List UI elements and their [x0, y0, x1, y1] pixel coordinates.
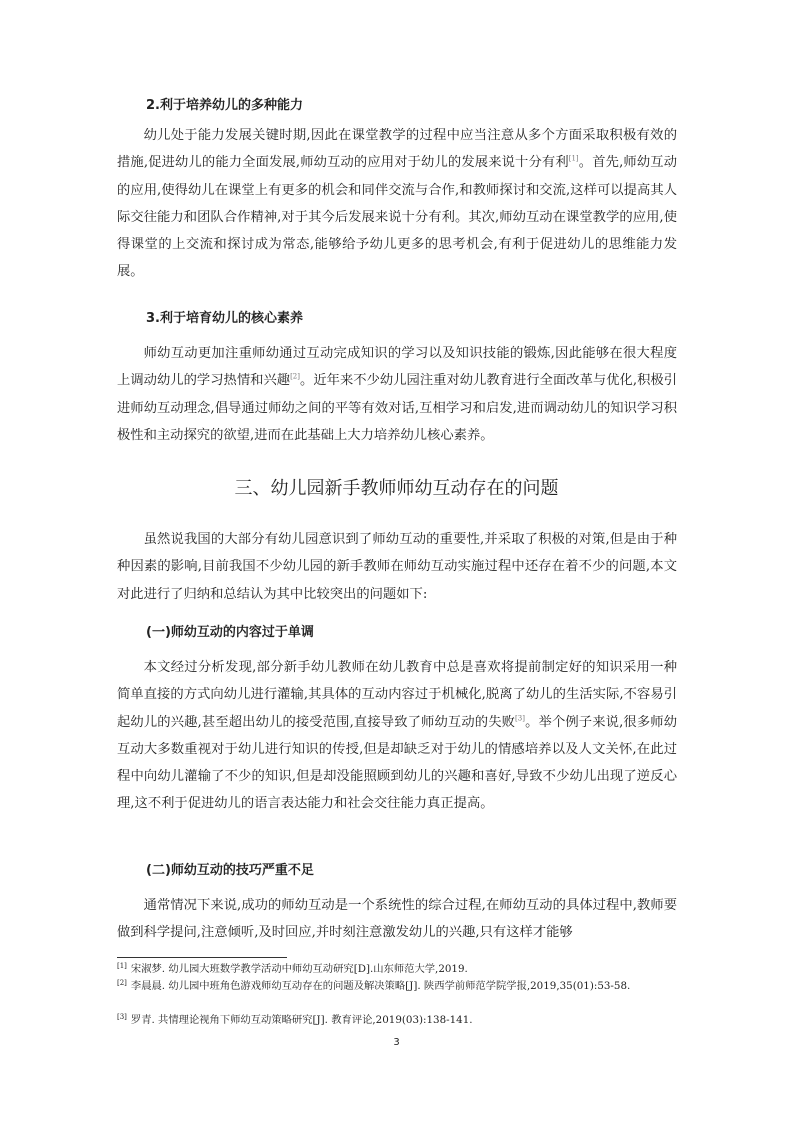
paragraph-text: 本文经过分析发现,部分新手幼儿教师在幼儿教育中总是喜欢将提前制定好的知识采用一种简单直接的方式向幼儿进行灌输,其具体的互动内容过于机械化,脱离了幼儿的生活实际,不容易引起幼儿的兴趣,甚至超出幼儿的接受范围,直接导致了师幼互动的失败 — [117, 660, 677, 730]
footnote-divider — [117, 957, 287, 958]
paragraph-text: 师幼互动更加注重师幼通过互动完成知识的学习以及知识技能的锻炼,因此能够在很大程度上调动幼儿的学习热情和兴趣 — [117, 346, 677, 389]
footnote-2 — [117, 978, 677, 994]
footnote-text: 宋淑梦. 幼儿园大班数学教学活动中师幼互动研究[D].山东师范大学,2019. — [130, 963, 468, 975]
paragraph-chapter-intro: 虽然说我国的大部分有幼儿园意识到了师幼互动的重要性,并采取了积极的对策,但是由于种种因素的影响,目前我国不少幼儿园的新手教师在师幼互动实施过程中还存在着不少的问题,本文对此进行了归纳和总结认为其中比较突出的问题如下: — [117, 532, 677, 602]
footnote-3 — [117, 1012, 677, 1028]
subsection-heading-2: (二)师幼互动的技巧严重不足 — [146, 863, 314, 878]
footnote-text: 罗青. 共情理论视角下师幼互动策略研究[J]. 教育评论,2019(03):138-141. — [130, 1014, 473, 1026]
footnote-ref-1[interactable]: [1] — [568, 154, 579, 163]
footnote-text: 李晨晨. 幼儿园中班角色游戏师幼互动存在的问题及解决策略[J]. 陕西学前师范学院学报,2019,35(01):53-58. — [130, 980, 631, 992]
footnote-mark: [2] — [117, 978, 127, 987]
page-number: 3 — [393, 1037, 400, 1048]
subsection-heading-1: (一)师幼互动的内容过于单调 — [146, 625, 314, 640]
paragraph-text: 幼儿处于能力发展关键时期,因此在课堂教学的过程中应当注意从多个方面采取积极有效的措施,促进幼儿的能力全面发展,师幼互动的应用对于幼儿的发展来说十分有利 — [117, 128, 677, 171]
section-heading-3: 3.利于培育幼儿的核心素养 — [146, 311, 303, 326]
chapter-title: 三、幼儿园新手教师师幼互动存在的问题 — [234, 478, 559, 499]
footnote-mark: [1] — [117, 961, 127, 970]
footnote-ref-3[interactable]: [3] — [515, 714, 525, 723]
paragraph-text: 。首先,师幼互动的应用,使得幼儿在课堂上有更多的机会和同伴交流与合作,和教师探讨和交流,这样可以提高其人际交往能力和团队合作精神,对于其今后发展来说十分有利。其次,师幼互动在课堂教学的应用,使得课堂的上交流和探讨成为常态,能够给予幼儿更多的思考机会,有利于促进幼儿的思维能力发展。 — [117, 155, 678, 280]
footnote-mark: [3] — [117, 1012, 127, 1021]
paragraph-text: 。近年来不少幼儿园注重对幼儿教育进行全面改革与优化,积极引进师幼互动理念,倡导通过师幼之间的平等有效对话,互相学习和启发,进而调动幼儿的知识学习积极性和主动探究的欲望,进而在此基础上大力培养幼儿核心素养。 — [117, 373, 678, 443]
paragraph-abilities — [117, 122, 677, 286]
paragraph-insufficient-skills: 通常情况下来说,成功的师幼互动是一个系统性的综合过程,在师幼互动的具体过程中,教师要做到科学提问,注意倾听,及时回应,并时刻注意激发幼儿的兴趣,只有这样才能够 — [117, 898, 677, 941]
paragraph-monotonous-content — [117, 654, 677, 818]
footnote-ref-2[interactable]: [2] — [290, 372, 300, 381]
section-heading-2: 2.利于培养幼儿的多种能力 — [146, 98, 303, 113]
paragraph-text: 。举个例子来说,很多师幼互动大多数重视对于幼儿进行知识的传授,但是却缺乏对于幼儿的情感培养以及人文关怀,在此过程中向幼儿灌输了不少的知识,但是却没能照顾到幼儿的兴趣和喜好,导致不少幼儿出现了逆反心理,这不利于促进幼儿的语言表达能力和社会交往能力真正提高。 — [117, 714, 678, 812]
paragraph-core-literacy — [117, 340, 677, 449]
footnote-1 — [117, 961, 677, 977]
